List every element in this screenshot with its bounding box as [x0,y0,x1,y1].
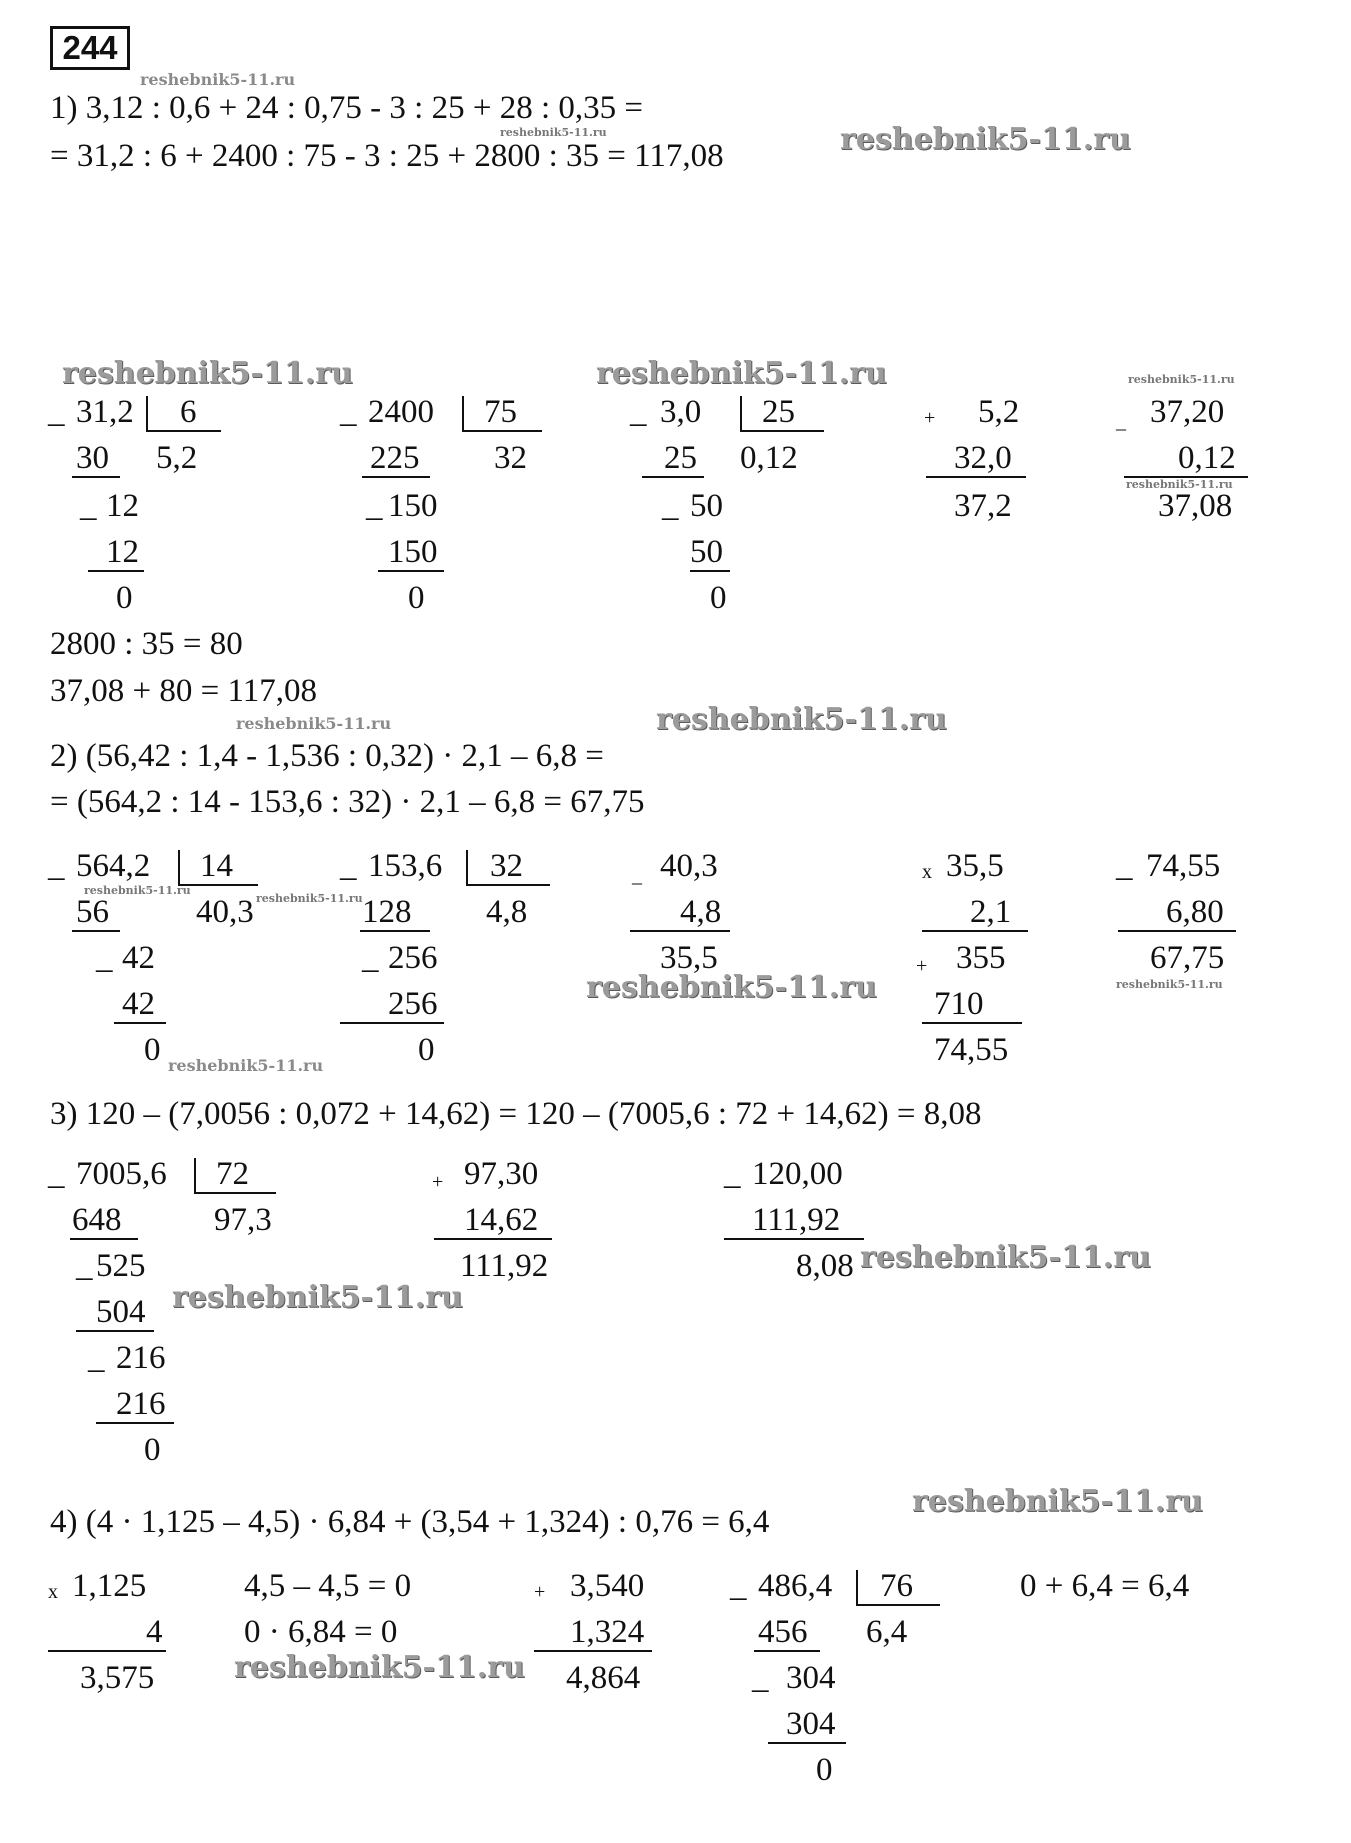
remainder: 42 [122,940,155,976]
times-sign: x [922,861,932,883]
divisor-line [856,1604,940,1606]
divisor-line [466,884,550,886]
quotient: 0,12 [740,440,798,476]
divisor: 76 [880,1568,913,1604]
subtrahend: 50 [690,534,723,570]
remainder: 525 [96,1248,146,1284]
underline [114,1022,166,1024]
watermark: reshebnik5-11.ru [1116,978,1223,991]
subtrahend: 111,92 [752,1202,841,1238]
divisor-line [146,430,221,432]
p4-line1: 4) (4 · 1,125 – 4,5) · 6,84 + (3,54 + 1,324) : 0,76 = 6,4 [50,1504,770,1540]
task-number: 244 [50,26,130,70]
difference: 67,75 [1150,940,1225,976]
remainder: 12 [106,488,139,524]
minus-sign: _ [1116,411,1126,433]
remainder: 0 [710,580,727,616]
dividend: 564,2 [76,848,151,884]
minus-sign: _ [1116,848,1133,884]
subtrahend: 304 [786,1706,836,1742]
dividend: 153,6 [368,848,443,884]
watermark: reshebnik5-11.ru [500,126,607,139]
underline [360,930,430,932]
underline [48,1650,166,1652]
minus-sign: _ [632,865,642,887]
underline [378,570,444,572]
underline [922,930,1028,932]
subtrahend: 30 [76,440,109,476]
difference: 35,5 [660,940,718,976]
watermark: reshebnik5-11.ru [1126,478,1233,491]
minus-sign: _ [340,848,357,884]
p1-eq1: 2800 : 35 = 80 [50,626,243,662]
watermark: reshebnik5-11.ru [912,1484,1203,1519]
p2-line2: = (564,2 : 14 - 153,6 : 32) · 2,1 – 6,8 = 67,75 [50,784,645,820]
remainder: 50 [690,488,723,524]
watermark: reshebnik5-11.ru [860,1240,1151,1275]
remainder: 0 [816,1752,833,1788]
addend: 5,2 [978,394,1020,430]
plus-sign: + [432,1171,444,1193]
underline [642,476,704,478]
plus-sign: + [916,955,928,977]
division-bar [146,396,148,432]
factor: 2,1 [970,894,1012,930]
minus-sign: _ [88,1340,105,1376]
division-bar [466,850,468,886]
times-sign: x [48,1581,58,1603]
remainder: 0 [144,1432,161,1468]
plus-sign: + [534,1581,546,1603]
minus-sign: _ [80,488,97,524]
divisor: 25 [762,394,795,430]
divisor: 32 [490,848,523,884]
addend: 3,540 [570,1568,645,1604]
difference: 37,08 [1158,488,1233,524]
watermark: reshebnik5-11.ru [1128,373,1235,386]
underline [88,570,144,572]
underline [70,1238,138,1240]
subtrahend: 150 [388,534,438,570]
watermark: reshebnik5-11.ru [840,122,1131,157]
minus-sign: _ [48,1156,65,1192]
division-bar [194,1158,196,1194]
p1-line2: = 31,2 : 6 + 2400 : 75 - 3 : 25 + 2800 : 35 = 117,08 [50,138,724,174]
underline [76,1330,154,1332]
watermark: reshebnik5-11.ru [168,1056,324,1075]
watermark: reshebnik5-11.ru [62,356,353,391]
factor: 35,5 [946,848,1004,884]
quotient: 4,8 [486,894,528,930]
p4-eq3: 0 + 6,4 = 6,4 [1020,1568,1190,1604]
dividend: 486,4 [758,1568,833,1604]
subtrahend: 56 [76,894,109,930]
remainder: 0 [144,1032,161,1068]
underline [754,1650,820,1652]
watermark: reshebnik5-11.ru [596,356,887,391]
partial-product: 710 [934,986,984,1022]
addend: 14,62 [464,1202,539,1238]
subtrahend: 128 [362,894,412,930]
subtrahend: 0,12 [1178,440,1236,476]
minuend: 74,55 [1146,848,1221,884]
plus-sign: + [924,407,936,429]
minus-sign: _ [96,940,113,976]
quotient: 32 [494,440,527,476]
minus-sign: _ [48,394,65,430]
p4-eq2: 0 · 6,84 = 0 [244,1614,398,1650]
watermark: reshebnik5-11.ru [256,892,363,905]
quotient: 40,3 [196,894,254,930]
minus-sign: _ [630,394,647,430]
divisor: 72 [216,1156,249,1192]
sum: 111,92 [460,1248,549,1284]
underline [96,1422,174,1424]
underline [926,476,1026,478]
watermark: reshebnik5-11.ru [586,970,877,1005]
watermark: reshebnik5-11.ru [84,884,191,897]
minuend: 37,20 [1150,394,1225,430]
factor: 4 [146,1614,163,1650]
divisor: 6 [180,394,197,430]
divisor-line [740,430,824,432]
divisor-line [194,1192,276,1194]
p1-eq2: 37,08 + 80 = 117,08 [50,673,317,709]
product: 74,55 [934,1032,1009,1068]
remainder: 0 [418,1032,435,1068]
underline [690,570,730,572]
minuend: 120,00 [752,1156,843,1192]
division-bar [178,850,180,886]
dividend: 31,2 [76,394,134,430]
underline [434,1238,552,1240]
underline [630,930,730,932]
addend: 1,324 [570,1614,645,1650]
quotient: 97,3 [214,1202,272,1238]
dividend: 2400 [368,394,434,430]
subtrahend: 12 [106,534,139,570]
remainder: 216 [116,1340,166,1376]
partial-product: 355 [956,940,1006,976]
dividend: 7005,6 [76,1156,167,1192]
minus-sign: _ [340,394,357,430]
divisor-line [462,430,542,432]
divisor: 75 [484,394,517,430]
underline [72,930,120,932]
p4-eq1: 4,5 – 4,5 = 0 [244,1568,412,1604]
subtrahend: 256 [388,986,438,1022]
addend: 32,0 [954,440,1012,476]
difference: 8,08 [796,1248,854,1284]
division-bar [740,396,742,432]
underline [72,476,120,478]
remainder: 0 [408,580,425,616]
remainder: 0 [116,580,133,616]
p3-line1: 3) 120 – (7,0056 : 0,072 + 14,62) = 120 – (7005,6 : 72 + 14,62) = 8,08 [50,1096,982,1132]
p2-line1: 2) (56,42 : 1,4 - 1,536 : 0,32) · 2,1 – 6,8 = [50,738,604,774]
underline [1118,930,1236,932]
remainder: 150 [388,488,438,524]
underline [768,1742,846,1744]
quotient: 5,2 [156,440,198,476]
product: 3,575 [80,1660,155,1696]
subtrahend: 225 [370,440,420,476]
minus-sign: _ [730,1568,747,1604]
subtrahend: 42 [122,986,155,1022]
watermark: reshebnik5-11.ru [234,1650,525,1685]
remainder: 304 [786,1660,836,1696]
dividend: 3,0 [660,394,702,430]
minus-sign: _ [48,848,65,884]
division-bar [462,396,464,432]
minus-sign: _ [752,1660,769,1696]
minus-sign: _ [362,940,379,976]
sum: 37,2 [954,488,1012,524]
division-bar [856,1570,858,1606]
sum: 4,864 [566,1660,641,1696]
underline [534,1650,652,1652]
underline [724,1238,864,1240]
underline [340,1022,444,1024]
minus-sign: _ [724,1156,741,1192]
remainder: 256 [388,940,438,976]
factor: 1,125 [72,1568,147,1604]
underline [922,1022,1022,1024]
subtrahend: 6,80 [1166,894,1224,930]
subtrahend: 456 [758,1614,808,1650]
subtrahend: 25 [664,440,697,476]
quotient: 6,4 [866,1614,908,1650]
subtrahend: 504 [96,1294,146,1330]
p1-line1: 1) 3,12 : 0,6 + 24 : 0,75 - 3 : 25 + 28 : 0,35 = [50,90,643,126]
divisor: 14 [200,848,233,884]
subtrahend: 4,8 [680,894,722,930]
watermark: reshebnik5-11.ru [656,702,947,737]
subtrahend: 216 [116,1386,166,1422]
addend: 97,30 [464,1156,539,1192]
watermark: reshebnik5-11.ru [172,1280,463,1315]
minus-sign: _ [366,488,383,524]
minuend: 40,3 [660,848,718,884]
subtrahend: 648 [72,1202,122,1238]
underline [362,476,430,478]
minus-sign: _ [76,1248,93,1284]
watermark: reshebnik5-11.ru [140,70,296,89]
watermark: reshebnik5-11.ru [236,714,392,733]
minus-sign: _ [662,488,679,524]
